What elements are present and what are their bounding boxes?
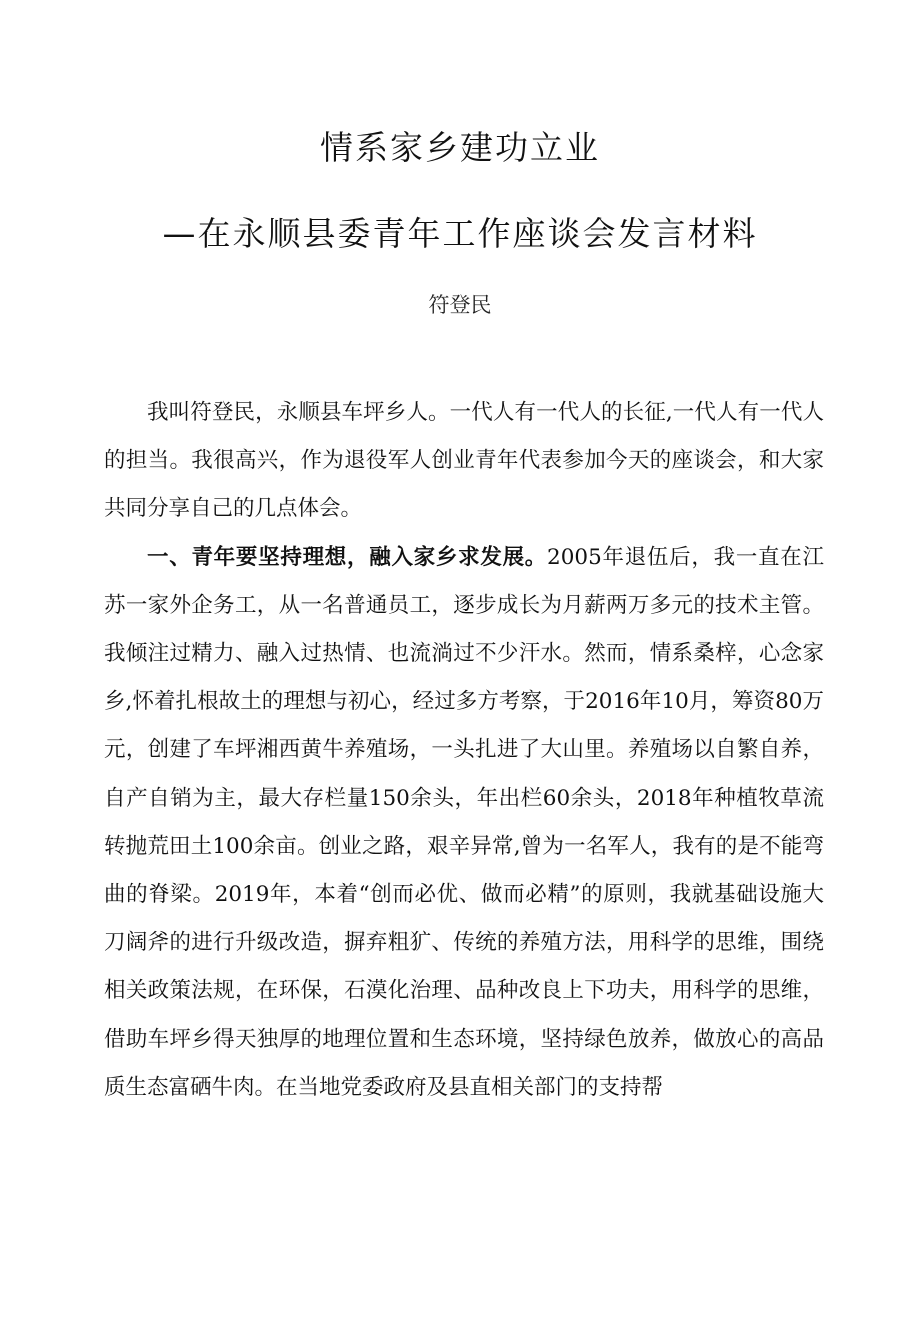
paragraph-text: 我叫符登民，永顺县车坪乡人。一代人有一代人的长征,一代人有一代人的担当。我很高兴，作为退役军人创业青年代表参加今天的座谈会，和大家共同分享自己的几点体会。 xyxy=(104,400,824,522)
section-heading: 一、青年要坚持理想，融入家乡求发展。 xyxy=(147,544,548,570)
document-body xyxy=(104,389,824,1112)
author-name: 符登民 xyxy=(428,293,492,317)
paragraph-text: 2005年退伍后，我一直在江苏一家外企务工，从一名普通员工，逐步成长为月薪两万多元的技术主管。我倾注过精力、融入过热情、也流淌过不少汗水。然而，情系桑梓，心念家乡,怀着扎根故土的理想与初心，经过多方考察，于2016年10月，筹资80万元，创建了车坪湘西黄牛养殖场，一头扎进了大山里。养殖场以自繁自养，自产自销为主，最大存栏量150余头，年出栏60余头，2018年种植牧草流转抛荒田土100余亩。创业之路，艰辛异常,曾为一名军人，我有的是不能弯曲的脊梁。2019年，本着“创而必优、做而必精”的原则，我就基础设施大刀阔斧的进行升级改造，摒弃粗犷、传统的养殖方法，用科学的思维，围绕相关政策法规，在环保，石漠化治理、品种改良上下功夫，用科学的思维，借助车坪乡得天独厚的地理位置和生态环境，坚持绿色放养，做放心的高品质生态富硒牛肉。在当地党委政府及县直相关部门的支持帮 xyxy=(104,544,824,1100)
paragraph-section-1 xyxy=(104,534,824,1112)
document-subtitle: —在永顺县委青年工作座谈会发言材料 xyxy=(162,214,758,253)
paragraph-intro xyxy=(104,389,824,534)
document-title: 情系家乡建功立业 xyxy=(320,128,600,167)
